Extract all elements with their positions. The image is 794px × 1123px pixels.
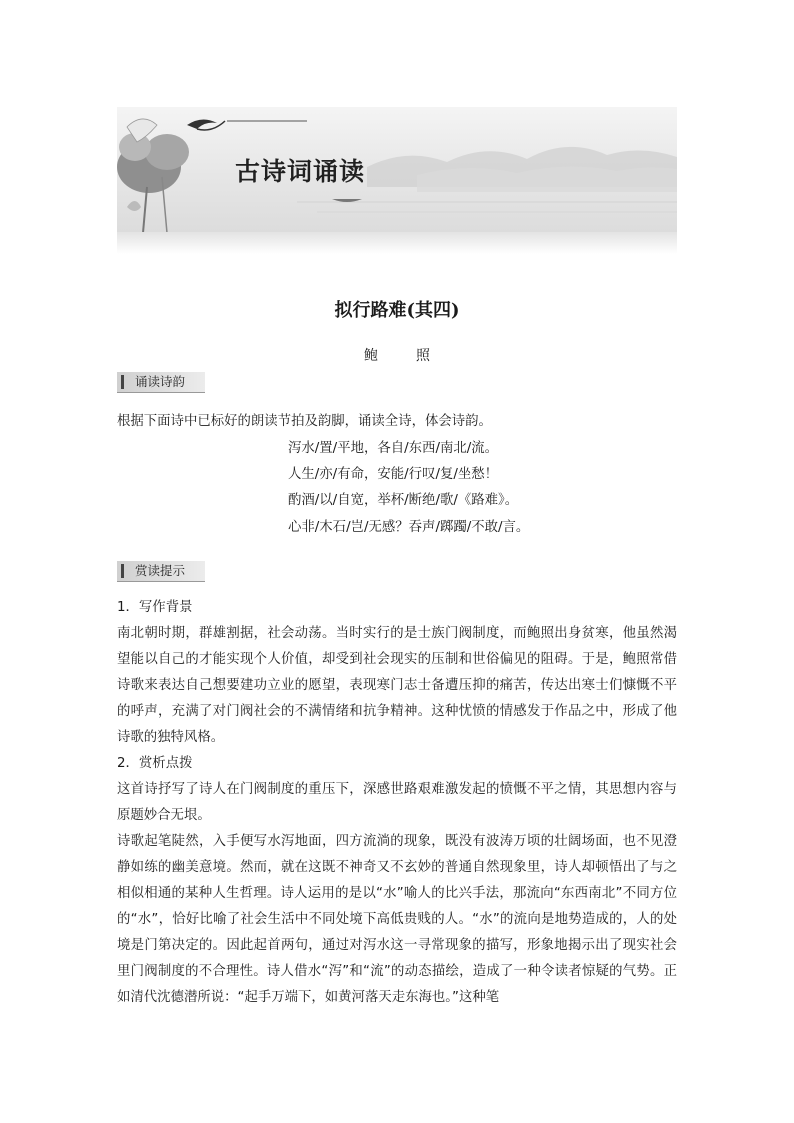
poem-author: 鲍 照 <box>364 348 442 364</box>
paragraph-analysis-1: 这首诗抒写了诗人在门阀制度的重压下，深感世路艰难激发起的愤慨不平之情，其思想内容与原题妙合无垠。 <box>117 782 677 823</box>
section-tab-label: 诵读诗韵 <box>135 374 186 389</box>
poem-line: 泻水/置/平地，各自/东西/南北/流。 <box>288 441 499 456</box>
section-tab-appreciation <box>117 561 205 582</box>
tab-marker-icon <box>121 375 124 389</box>
section-tab-reading <box>117 372 205 393</box>
paragraph-analysis-2: 诗歌起笔陡然，入手便写水泻地面，四方流淌的现象，既没有波涛万顷的壮阔场面，也不见澄静如练的幽美意境。然而，就在这既不神奇又不玄妙的普通自然现象里，诗人却顿悟出了与之相似相通的某种人生哲理。诗人运用的是以“水”喻人的比兴手法，那流向“东西南北”不同方位的“水”，恰好比喻了社会生活中不同处境下高低贵贱的人。“水”的流向是地势造成的，人的处境是门第决定的。因此起首两句，通过对泻水这一寻常现象的描写，形象地揭示出了现实社会里门阀制度的不合理性。诗人借水“泻”和“流”的动态描绘，造成了一种令读者惊疑的气势。正如清代沈德潜所说：“起手万端下，如黄河落天走东海也。”这种笔 <box>117 834 677 1005</box>
paragraph-background: 南北朝时期，群雄割据，社会动荡。当时实行的是士族门阀制度，而鲍照出身贫寒，他虽然渴望能以自己的才能实现个人价值，却受到社会现实的压制和世俗偏见的阻碍。于是，鲍照常借诗歌来表达自己想要建功立业的愿望，表现寒门志士备遭压抑的痛苦，传达出寒士们慷慨不平的呼声，充满了对门阀社会的不满情绪和抗争精神。这种忧愤的情感发于作品之中，形成了他诗歌的独特风格。 <box>117 626 677 745</box>
header-banner <box>117 107 677 233</box>
poem-line: 心非/木石/岂/无感？吞声/踯躅/不敢/言。 <box>288 520 530 535</box>
banner-bottom-fade <box>117 232 677 254</box>
poem-line: 人生/亦/有命，安能/行叹/复/坐愁！ <box>288 467 499 482</box>
banner-title: 古诗词诵读 <box>235 157 366 186</box>
appreciation-content <box>117 595 677 1011</box>
section-tab-label: 赏读提示 <box>135 563 186 578</box>
tab-marker-icon <box>121 564 124 578</box>
lotus-landscape-illustration <box>117 107 677 233</box>
reading-instruction: 根据下面诗中已标好的朗读节拍及韵脚，诵读全诗，体会诗韵。 <box>117 414 492 429</box>
poem-title: 拟行路难(其四) <box>334 300 460 321</box>
heading-background: 1．写作背景 <box>117 600 193 615</box>
poem-line: 酌酒/以/自宽，举杯/断绝/歌/《路难》。 <box>288 493 519 508</box>
heading-analysis: 2．赏析点拨 <box>117 756 193 771</box>
